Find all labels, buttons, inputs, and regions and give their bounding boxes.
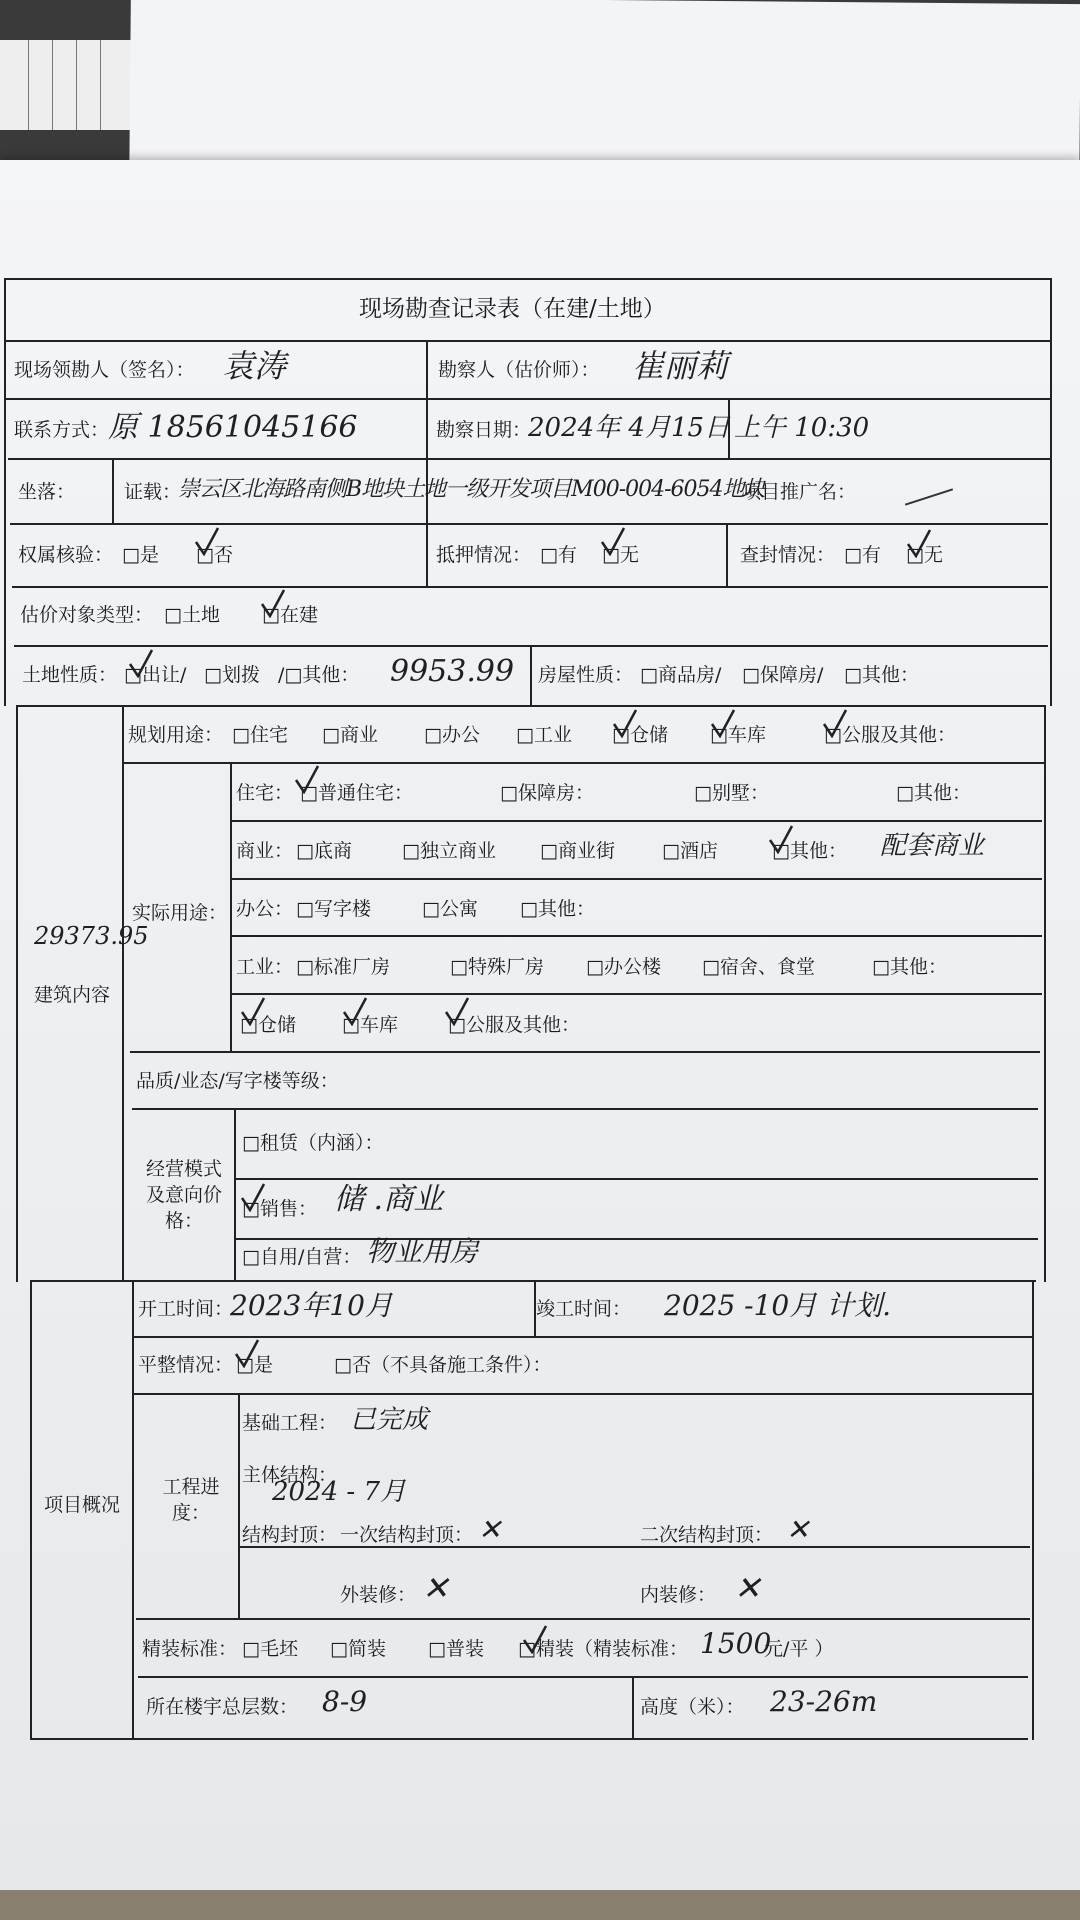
surveyor-label: 勘察人（估价师）： (438, 359, 600, 381)
house-nature-label: 房屋性质： (538, 664, 634, 686)
mortgage-label: 抵押情况： (436, 544, 532, 566)
building-area-value: 29373.95 (34, 922, 149, 950)
house-other[interactable]: □其他： (844, 664, 919, 686)
seal-no[interactable]: □无 (906, 544, 943, 566)
start-value: 2023年10月 (230, 1289, 393, 1322)
plan-office[interactable]: □办公 (424, 724, 480, 746)
cap2-label: 二次结构封顶： (640, 1524, 774, 1546)
foundation-value: 已完成 (350, 1405, 429, 1435)
sale-check-mark (240, 1182, 266, 1212)
ind-other[interactable]: □其他： (872, 956, 947, 978)
height-value: 23-26m (770, 1685, 878, 1718)
res-other[interactable]: □其他： (896, 782, 971, 804)
type-land[interactable]: □土地 (164, 604, 220, 626)
cap2-mark: ✕ (786, 1513, 810, 1546)
commercial-label: 商业： (236, 840, 294, 862)
finish-rough[interactable]: □毛坯 (242, 1638, 298, 1660)
location-prefix: 证载： (124, 481, 182, 503)
ind-special[interactable]: □特殊厂房 (450, 956, 544, 978)
plan-residential[interactable]: □住宅 (232, 724, 288, 746)
ownership-label: 权属核验： (18, 544, 114, 566)
land-area-value: 9953.99 (390, 654, 515, 689)
seal-no-check-mark (906, 528, 932, 558)
plan-garage-check-mark (710, 708, 736, 738)
land-nature-label: 土地性质： (22, 664, 118, 686)
self-use-value: 物业用房 (366, 1235, 479, 1268)
misc-garage[interactable]: □车库 (342, 1014, 398, 1036)
exterior-mark: ✕ (422, 1569, 449, 1607)
contact-value: 原 18561045166 (108, 410, 358, 445)
sale-option[interactable]: □销售： (242, 1198, 317, 1220)
res-villa[interactable]: □别墅： (694, 782, 769, 804)
valuation-type-label: 估价对象类型： (20, 604, 154, 626)
finish-fine-check-mark (522, 1624, 548, 1654)
misc-storage-check-mark (240, 996, 266, 1026)
off-apartment[interactable]: □公寓 (422, 898, 478, 920)
contact-label: 联系方式： (14, 419, 110, 441)
flat-no[interactable]: □否（不具备施工条件）： (334, 1354, 552, 1376)
main-structure-value: 2024 - 7月 (272, 1477, 407, 1507)
plan-industrial[interactable]: □工业 (516, 724, 572, 746)
lead-signature: 袁涛 (222, 347, 287, 385)
finish-simple[interactable]: □简装 (330, 1638, 386, 1660)
background-paper-strip (0, 40, 136, 130)
flat-yes[interactable]: □是 (236, 1354, 273, 1376)
plan-garage[interactable]: □车库 (710, 724, 766, 746)
finish-label: 竣工时间： (536, 1298, 632, 1320)
land-grant-check-mark (128, 648, 154, 678)
finish-std-unit: 元/平 ） (764, 1638, 834, 1660)
project-overview-label: 项目概况 (44, 1494, 121, 1516)
off-building[interactable]: □写字楼 (296, 898, 371, 920)
com-other-value: 配套商业 (880, 831, 985, 861)
mortgage-no-check-mark (600, 526, 626, 556)
finish-normal[interactable]: □普装 (428, 1638, 484, 1660)
plan-public-check-mark (822, 708, 848, 738)
surveyor-signature: 崔丽莉 (632, 347, 729, 385)
type-under-construction-check-mark (260, 588, 286, 618)
height-label: 高度（米）： (640, 1696, 745, 1718)
lead-label: 现场领勘人（签名）： (14, 359, 195, 381)
cap1-mark: ✕ (478, 1513, 502, 1546)
res-ordinary[interactable]: □普通住宅： (300, 782, 413, 804)
survey-form (4, 278, 1052, 1743)
com-other-check-mark (768, 824, 794, 854)
floors-value: 8-9 (322, 1685, 368, 1718)
ownership-no[interactable]: □否 (196, 544, 233, 566)
actual-use-label: 实际用途： (132, 902, 228, 924)
table-surface (0, 1890, 1080, 1920)
start-label: 开工时间： (138, 1298, 234, 1320)
finish-std-value: 1500 (700, 1627, 772, 1660)
ownership-yes[interactable]: □是 (122, 544, 159, 566)
com-ground[interactable]: □底商 (296, 840, 352, 862)
misc-storage[interactable]: □仓储 (240, 1014, 296, 1036)
interior-label: 内装修： (640, 1584, 717, 1606)
res-ordinary-check-mark (294, 764, 320, 794)
business-mode-label: 经营模式及意向价格： (145, 1158, 222, 1232)
exterior-label: 外装修： (340, 1584, 417, 1606)
plan-commercial[interactable]: □商业 (322, 724, 378, 746)
cap1-label: 一次结构封顶： (340, 1524, 474, 1546)
location-label: 坐落： (18, 481, 76, 503)
time-value: 上午 10:30 (734, 413, 870, 443)
com-standalone[interactable]: □独立商业 (402, 840, 496, 862)
location-value: 崇云区北海路南侧B地块土地一级开发项目M00-004-6054地块 (178, 477, 765, 502)
type-under-construction[interactable]: □在建 (262, 604, 318, 626)
foundation-label: 基础工程： (242, 1412, 338, 1434)
res-affordable[interactable]: □保障房： (500, 782, 594, 804)
office-label: 办公： (236, 898, 294, 920)
residential-label: 住宅： (236, 782, 294, 804)
rent-option[interactable]: □租赁（内涵）： (242, 1132, 384, 1154)
misc-garage-check-mark (342, 996, 368, 1026)
house-commercial[interactable]: □商品房/ (640, 664, 722, 686)
ind-standard[interactable]: □标准厂房 (296, 956, 390, 978)
flat-yes-check-mark (234, 1338, 260, 1368)
flat-label: 平整情况： (138, 1354, 234, 1376)
finish-value: 2025 -10月 计划. (664, 1289, 892, 1322)
grade-label: 品质/业态/写字楼等级： (136, 1070, 339, 1092)
com-hotel[interactable]: □酒店 (662, 840, 718, 862)
cap-label: 结构封顶： (242, 1524, 338, 1546)
land-allocate[interactable]: □划拨 (204, 664, 260, 686)
misc-public[interactable]: □公服及其他： (448, 1014, 580, 1036)
seal-yes[interactable]: □有 (844, 544, 881, 566)
finish-fine[interactable]: □精装（精装标准： (518, 1638, 688, 1660)
com-other[interactable]: □其他： (772, 840, 847, 862)
com-street[interactable]: □商业街 (540, 840, 615, 862)
land-grant[interactable]: □出让/ (124, 664, 187, 686)
mortgage-no[interactable]: □无 (602, 544, 639, 566)
plan-storage[interactable]: □仓储 (612, 724, 668, 746)
sale-value: 储 .商业 (334, 1182, 444, 1217)
house-affordable[interactable]: □保障房/ (742, 664, 824, 686)
date-label: 勘察日期： (436, 419, 532, 441)
seal-label: 查封情况： (740, 544, 836, 566)
mortgage-yes[interactable]: □有 (540, 544, 577, 566)
plan-use-label: 规划用途： (128, 724, 224, 746)
ind-office[interactable]: □办公楼 (586, 956, 661, 978)
promo-dash-mark (905, 488, 953, 505)
main-structure-label: 主体结构： (242, 1464, 338, 1486)
form-title: 现场勘查记录表（在建/土地） (359, 296, 666, 322)
land-other[interactable]: /□其他： (278, 664, 360, 686)
ind-dorm[interactable]: □宿舍、食堂 (702, 956, 815, 978)
industrial-label: 工业： (236, 956, 294, 978)
plan-public[interactable]: □公服及其他： (824, 724, 956, 746)
building-content-label: 建筑内容 (34, 984, 111, 1006)
interior-mark: ✕ (734, 1569, 761, 1607)
plan-storage-check-mark (612, 708, 638, 738)
progress-label: 工程进度： (162, 1476, 220, 1524)
date-value: 2024年 4月15日 (528, 413, 731, 443)
self-use-option[interactable]: □自用/自营： (242, 1246, 362, 1268)
ownership-no-check-mark (194, 526, 220, 556)
finish-std-label: 精装标准： (142, 1638, 238, 1660)
off-other[interactable]: □其他： (520, 898, 595, 920)
misc-public-check-mark (444, 996, 470, 1026)
floors-label: 所在楼宇总层数： (146, 1696, 299, 1718)
promo-label: 项目推广名： (742, 481, 857, 503)
